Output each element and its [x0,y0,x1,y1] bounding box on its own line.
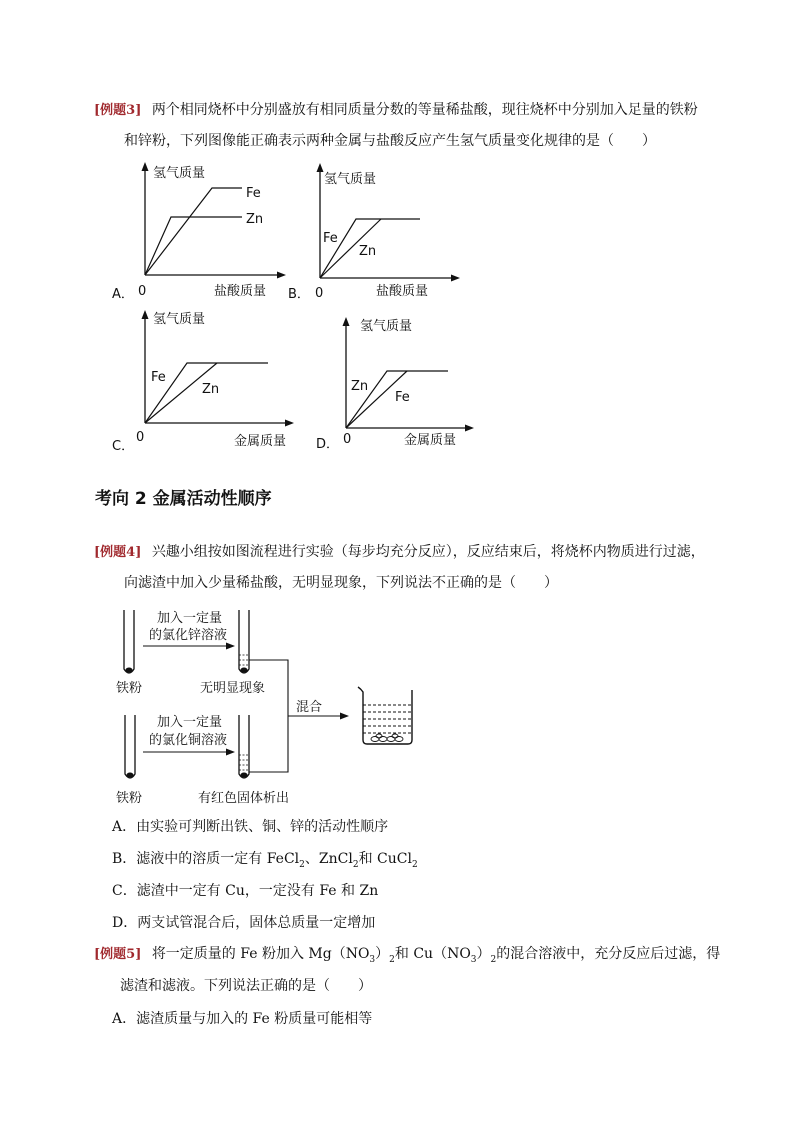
y-arrow [317,163,324,172]
fe-label: Fe [395,390,410,405]
beaker [358,687,412,744]
zn-label: Zn [246,212,264,227]
option-b-sub-3: 2 [411,859,418,870]
x-arrow [451,275,460,282]
origin-label: 0 [136,430,145,445]
fe-label: Fe [151,370,166,385]
example5-sub-3: 3 [470,954,477,965]
mix-label: 混合 [296,700,323,715]
example4-option-c: C．滤渣中一定有 Cu，一定没有 Fe 和 Zn [112,883,379,899]
bottom-add-text-1: 加入一定量 [157,715,223,730]
bottom-left-label: 铁粉 [116,791,143,806]
connector [249,660,288,772]
example5-sub-1: 3 [369,954,376,965]
example4-option-d: D．两支试管混合后，固体总质量一定增加 [112,915,376,931]
fe-label: Fe [323,231,338,246]
chart-a [100,160,290,305]
x-label: 金属质量 [404,433,457,448]
example5-q1-a: 将一定质量的 Fe 粉加入 Mg（NO [151,946,370,962]
example3-line1 [94,100,698,121]
example4-question-2: 向滤渣中加入少量稀盐酸，无明显现象，下列说法不正确的是（ ） [124,575,558,591]
option-b-text-2: 、ZnCl [304,851,353,867]
top-add-text-1: 加入一定量 [157,611,223,626]
example5-q1-c: 和 Cu（NO [394,946,471,962]
y-arrow [142,162,149,171]
origin-label: 0 [138,284,147,299]
chart-d [310,310,490,455]
bottom-add-text-2: 的氯化铜溶液 [149,733,228,748]
top-left-label: 铁粉 [116,681,143,696]
x-label: 金属质量 [234,434,287,449]
zn-line [145,217,242,275]
option-b-sub-1: 2 [299,859,305,870]
test-tube-bottom-left [125,715,135,778]
option-letter: A． [112,287,134,302]
test-tube-top-right [239,610,249,673]
x-arrow [465,425,474,432]
origin-label: 0 [343,432,352,447]
example3-tag: [例题3] [94,103,142,118]
option-letter: D． [316,437,340,452]
example5-sub-4: 2 [490,954,497,965]
example4-option-b [112,849,418,875]
example4-tag: [例题4] [94,545,142,560]
example5-q1-e: 的混合溶液中，充分反应后过滤，得 [496,946,721,962]
test-tube-top-left [124,610,134,673]
top-right-label: 无明显现象 [200,681,266,696]
y-label: 氢气质量 [153,312,206,327]
option-letter: B． [288,287,310,302]
fe-line [145,188,242,275]
option-b-text-1: B．滤液中的溶质一定有 FeCl [112,851,300,867]
example4-line1 [94,542,705,563]
chart-c [100,303,300,453]
section-heading: 考向 2 金属活动性顺序 [95,489,272,509]
y-label: 氢气质量 [360,319,413,334]
option-b-sub-2: 2 [352,859,359,870]
fe-label: Fe [246,186,261,201]
origin-label: 0 [315,286,324,301]
y-label: 氢气质量 [324,172,377,187]
x-arrow [285,420,294,427]
x-label: 盐酸质量 [376,284,429,299]
example3-question-1: 两个相同烧杯中分别盛放有相同质量分数的等量稀盐酸，现往烧杯中分别加入足量的铁粉 [151,102,698,118]
example5-tag: [例题5] [94,947,142,962]
top-add-text-2: 的氯化锌溶液 [149,628,228,643]
y-arrow [343,317,350,326]
zn-label: Zn [359,244,377,259]
zn-label: Zn [351,379,369,394]
y-arrow [142,310,149,319]
example5-q1-d: ） [476,946,491,962]
bottom-right-label: 有红色固体析出 [198,791,290,806]
example5-option-a: A．滤渣质量与加入的 Fe 粉质量可能相等 [112,1011,373,1027]
y-label: 氢气质量 [153,166,206,181]
example3-question-2: 和锌粉，下列图像能正确表示两种金属与盐酸反应产生氢气质量变化规律的是（ ） [124,133,656,149]
x-label: 盐酸质量 [214,284,267,299]
zn-label: Zn [202,382,220,397]
example4-option-a: A．由实验可判断出铁、铜、锌的活动性顺序 [112,819,389,835]
test-tube-bottom-right [239,715,249,778]
option-letter: C． [112,439,135,453]
option-b-text-3: 和 CuCl [358,851,412,867]
example5-sub-2: 2 [389,954,395,965]
example5-line1 [94,944,720,970]
experiment-diagram [105,600,435,810]
chart-b [278,160,468,305]
example5-question-2: 滤渣和滤液。下列说法正确的是（ ） [120,978,372,994]
example4-question-1: 兴趣小组按如图流程进行实验（每步均充分反应），反应结束后，将烧杯内物质进行过滤， [151,544,705,560]
example5-q1-b: ） [375,946,390,962]
